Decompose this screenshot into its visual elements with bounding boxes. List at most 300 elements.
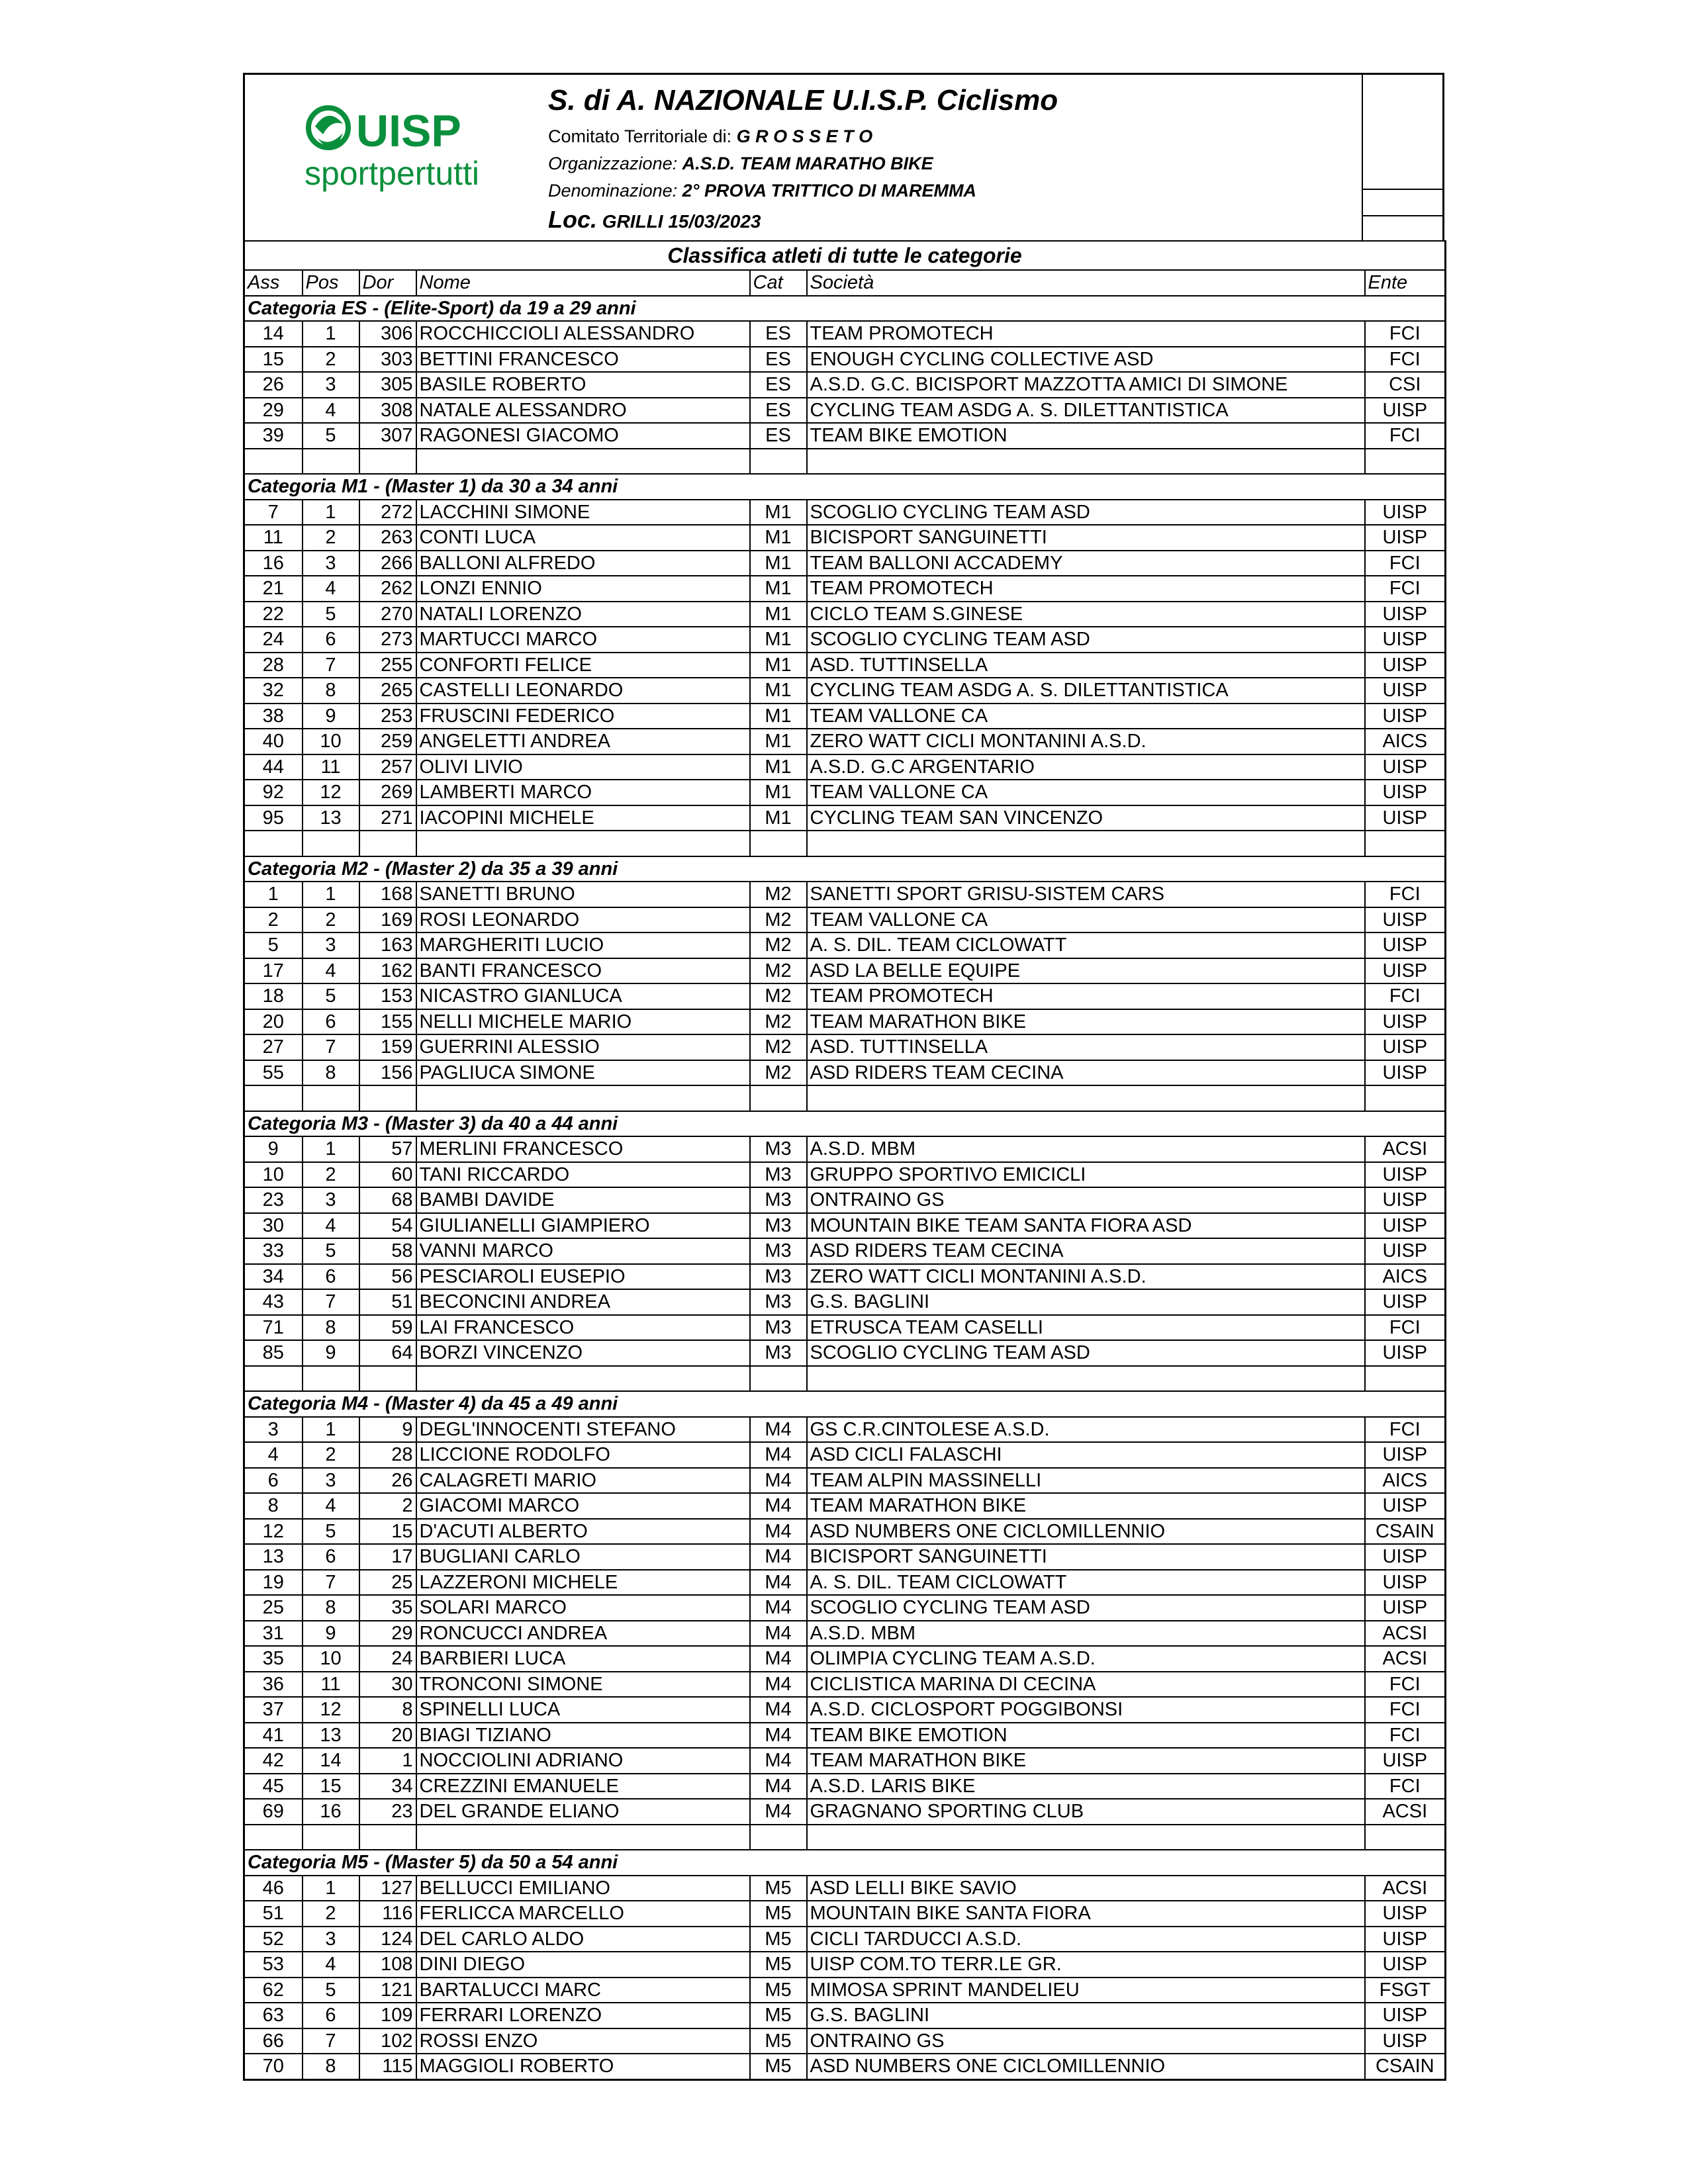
cell-nome: MARTUCCI MARCO — [416, 627, 750, 653]
cell-cat: M4 — [750, 1442, 807, 1468]
table-row — [244, 1442, 1446, 1468]
cell-societa: UISP COM.TO TERR.LE GR. — [807, 1952, 1365, 1978]
table-row — [244, 1672, 1446, 1698]
cell-cat: M1 — [750, 704, 807, 729]
cell-societa: CYCLING TEAM ASDG A. S. DILETTANTISTICA — [807, 398, 1365, 424]
cell-ente: FCI — [1365, 1774, 1446, 1799]
cell-ass: 52 — [244, 1927, 303, 1952]
cell-nome: PAGLIUCA SIMONE — [416, 1060, 750, 1086]
cell-pos: 1 — [303, 882, 359, 907]
cell-societa: SCOGLIO CYCLING TEAM ASD — [807, 500, 1365, 525]
cell-societa: A.S.D. MBM — [807, 1621, 1365, 1647]
cell-ente: FCI — [1365, 576, 1446, 602]
category-header — [244, 474, 1446, 500]
cell-societa: A.S.D. MBM — [807, 1136, 1365, 1162]
cell-ass: 31 — [244, 1621, 303, 1647]
cell-nome: GIACOMI MARCO — [416, 1493, 750, 1519]
table-row — [244, 576, 1446, 602]
header-denominazione: Denominazione: 2° PROVA TRITTICO DI MAREMMA — [548, 181, 976, 201]
cell-dor: 2 — [359, 1493, 416, 1519]
table-row — [244, 1340, 1446, 1366]
cell-societa: TEAM MARATHON BIKE — [807, 1493, 1365, 1519]
cell-societa: TEAM PROMOTECH — [807, 983, 1365, 1009]
spacer-cell — [807, 449, 1365, 475]
cell-cat: M3 — [750, 1340, 807, 1366]
table-row — [244, 602, 1446, 627]
cell-pos: 2 — [303, 525, 359, 551]
cell-societa: SANETTI SPORT GRISU-SISTEM CARS — [807, 882, 1365, 907]
cell-cat: M5 — [750, 1927, 807, 1952]
cell-nome: LAI FRANCESCO — [416, 1315, 750, 1341]
cell-ente: UISP — [1365, 1927, 1446, 1952]
cell-ente: UISP — [1365, 602, 1446, 627]
cell-cat: ES — [750, 398, 807, 424]
cell-ass: 53 — [244, 1952, 303, 1978]
spacer-cell — [303, 449, 359, 475]
spacer-cell — [416, 1085, 750, 1111]
cell-ass: 29 — [244, 398, 303, 424]
spacer-cell — [244, 449, 303, 475]
cell-nome: NELLI MICHELE MARIO — [416, 1009, 750, 1035]
cell-pos: 1 — [303, 321, 359, 347]
cell-nome: BUGLIANI CARLO — [416, 1544, 750, 1570]
cell-ass: 51 — [244, 1901, 303, 1927]
spacer-cell — [807, 1366, 1365, 1392]
cell-nome: ROSI LEONARDO — [416, 907, 750, 933]
table-row — [244, 627, 1446, 653]
cell-ente: ACSI — [1365, 1876, 1446, 1901]
cell-dor: 57 — [359, 1136, 416, 1162]
cell-dor: 23 — [359, 1799, 416, 1825]
cell-pos: 5 — [303, 1978, 359, 2003]
cell-dor: 8 — [359, 1697, 416, 1723]
cell-dor: 269 — [359, 780, 416, 805]
cell-pos: 2 — [303, 347, 359, 373]
cell-ass: 42 — [244, 1748, 303, 1774]
cell-pos: 3 — [303, 551, 359, 576]
cell-cat: M4 — [750, 1493, 807, 1519]
cell-ente: FCI — [1365, 1672, 1446, 1698]
cell-pos: 6 — [303, 1009, 359, 1035]
cell-ente: UISP — [1365, 627, 1446, 653]
cell-nome: DINI DIEGO — [416, 1952, 750, 1978]
col-ente: Ente — [1365, 270, 1446, 296]
spacer-cell — [750, 1825, 807, 1850]
cell-pos: 2 — [303, 1442, 359, 1468]
cell-ass: 45 — [244, 1774, 303, 1799]
cell-ente: AICS — [1365, 729, 1446, 754]
cell-pos: 1 — [303, 1417, 359, 1443]
cell-cat: ES — [750, 321, 807, 347]
cell-societa: TEAM ALPIN MASSINELLI — [807, 1468, 1365, 1494]
cell-ass: 12 — [244, 1519, 303, 1545]
cell-pos: 8 — [303, 2054, 359, 2079]
cell-nome: BORZI VINCENZO — [416, 1340, 750, 1366]
cell-ass: 62 — [244, 1978, 303, 2003]
cell-ente: UISP — [1365, 1289, 1446, 1315]
cell-pos: 5 — [303, 423, 359, 449]
cell-dor: 59 — [359, 1315, 416, 1341]
cell-dor: 307 — [359, 423, 416, 449]
cell-pos: 2 — [303, 907, 359, 933]
table-row — [244, 1060, 1446, 1086]
cell-nome: BARTALUCCI MARC — [416, 1978, 750, 2003]
cell-ente: CSAIN — [1365, 1519, 1446, 1545]
cell-ente: FCI — [1365, 1697, 1446, 1723]
cell-societa: TEAM BIKE EMOTION — [807, 1723, 1365, 1749]
header-organizzazione: Organizzazione: A.S.D. TEAM MARATHO BIKE — [548, 154, 933, 173]
table-row — [244, 882, 1446, 907]
cell-ente: UISP — [1365, 1340, 1446, 1366]
cell-dor: 155 — [359, 1009, 416, 1035]
cell-ass: 46 — [244, 1876, 303, 1901]
cell-nome: NATALE ALESSANDRO — [416, 398, 750, 424]
cell-ente: UISP — [1365, 805, 1446, 831]
cell-pos: 1 — [303, 1876, 359, 1901]
cell-ente: FCI — [1365, 551, 1446, 576]
cell-pos: 3 — [303, 1927, 359, 1952]
cell-ente: FCI — [1365, 347, 1446, 373]
cell-nome: D'ACUTI ALBERTO — [416, 1519, 750, 1545]
cell-pos: 7 — [303, 2028, 359, 2054]
cell-ente: FCI — [1365, 882, 1446, 907]
cell-nome: GIULIANELLI GIAMPIERO — [416, 1213, 750, 1239]
cell-pos: 1 — [303, 1136, 359, 1162]
cell-nome: TRONCONI SIMONE — [416, 1672, 750, 1698]
cell-ass: 66 — [244, 2028, 303, 2054]
cell-ente: UISP — [1365, 1009, 1446, 1035]
cell-societa: G.S. BAGLINI — [807, 1289, 1365, 1315]
cell-cat: M2 — [750, 1060, 807, 1086]
cell-ass: 69 — [244, 1799, 303, 1825]
cell-cat: M2 — [750, 958, 807, 984]
cell-societa: SCOGLIO CYCLING TEAM ASD — [807, 1595, 1365, 1621]
cell-societa: ASD. TUTTINSELLA — [807, 653, 1365, 678]
spacer-cell — [416, 449, 750, 475]
spacer-cell — [359, 1825, 416, 1850]
cell-societa: TEAM VALLONE CA — [807, 780, 1365, 805]
table-title: Classifica atleti di tutte le categorie — [244, 241, 1446, 270]
cell-pos: 14 — [303, 1748, 359, 1774]
category-title: Categoria ES - (Elite-Sport) da 19 a 29 anni — [244, 296, 1446, 322]
spacer-cell — [303, 1825, 359, 1850]
cell-dor: 253 — [359, 704, 416, 729]
cell-societa: GRUPPO SPORTIVO EMICICLI — [807, 1162, 1365, 1188]
table-row — [244, 653, 1446, 678]
cell-societa: A. S. DIL. TEAM CICLOWATT — [807, 933, 1365, 958]
results-table — [243, 240, 1446, 2081]
cell-ente: UISP — [1365, 500, 1446, 525]
cell-dor: 303 — [359, 347, 416, 373]
cell-ass: 38 — [244, 704, 303, 729]
cell-pos: 6 — [303, 1264, 359, 1290]
cell-dor: 28 — [359, 1442, 416, 1468]
cell-ente: UISP — [1365, 1442, 1446, 1468]
spacer-row — [244, 1085, 1446, 1111]
table-row — [244, 2054, 1446, 2079]
cell-dor: 17 — [359, 1544, 416, 1570]
cell-ass: 11 — [244, 525, 303, 551]
cell-ente: UISP — [1365, 704, 1446, 729]
cell-dor: 162 — [359, 958, 416, 984]
cell-cat: M4 — [750, 1748, 807, 1774]
spacer-cell — [303, 831, 359, 856]
spacer-cell — [359, 1366, 416, 1392]
cell-societa: ASD NUMBERS ONE CICLOMILLENNIO — [807, 2054, 1365, 2079]
cell-ass: 63 — [244, 2003, 303, 2028]
spacer-cell — [750, 1085, 807, 1111]
cell-ass: 14 — [244, 321, 303, 347]
cell-cat: M3 — [750, 1187, 807, 1213]
col-nome: Nome — [416, 270, 750, 296]
col-ass: Ass — [244, 270, 303, 296]
cell-ente: UISP — [1365, 1213, 1446, 1239]
table-row — [244, 1748, 1446, 1774]
cell-ente: FCI — [1365, 1723, 1446, 1749]
cell-cat: M1 — [750, 678, 807, 704]
cell-ass: 85 — [244, 1340, 303, 1366]
cell-ass: 2 — [244, 907, 303, 933]
cell-dor: 270 — [359, 602, 416, 627]
table-row — [244, 1315, 1446, 1341]
cell-pos: 1 — [303, 500, 359, 525]
cell-cat: M5 — [750, 2003, 807, 2028]
table-row — [244, 1544, 1446, 1570]
spacer-row — [244, 449, 1446, 475]
spacer-cell — [1365, 1085, 1446, 1111]
cell-societa: ZERO WATT CICLI MONTANINI A.S.D. — [807, 1264, 1365, 1290]
cell-nome: BETTINI FRANCESCO — [416, 347, 750, 373]
cell-dor: 265 — [359, 678, 416, 704]
cell-ass: 18 — [244, 983, 303, 1009]
cell-cat: M1 — [750, 525, 807, 551]
category-header — [244, 1111, 1446, 1137]
cell-cat: M4 — [750, 1595, 807, 1621]
cell-societa: ZERO WATT CICLI MONTANINI A.S.D. — [807, 729, 1365, 754]
cell-societa: TEAM PROMOTECH — [807, 576, 1365, 602]
spacer-cell — [359, 831, 416, 856]
cell-nome: FRUSCINI FEDERICO — [416, 704, 750, 729]
cell-dor: 68 — [359, 1187, 416, 1213]
cell-societa: ENOUGH CYCLING COLLECTIVE ASD — [807, 347, 1365, 373]
cell-pos: 4 — [303, 398, 359, 424]
cell-dor: 54 — [359, 1213, 416, 1239]
cell-dor: 15 — [359, 1519, 416, 1545]
document-header — [243, 73, 1444, 240]
cell-ass: 95 — [244, 805, 303, 831]
cell-societa: TEAM VALLONE CA — [807, 704, 1365, 729]
cell-ass: 44 — [244, 754, 303, 780]
cell-societa: MIMOSA SPRINT MANDELIEU — [807, 1978, 1365, 2003]
spacer-cell — [807, 1825, 1365, 1850]
cell-nome: CREZZINI EMANUELE — [416, 1774, 750, 1799]
table-row — [244, 423, 1446, 449]
cell-nome: NATALI LORENZO — [416, 602, 750, 627]
cell-pos: 9 — [303, 1621, 359, 1647]
header-location: Loc. GRILLI 15/03/2023 — [548, 206, 761, 233]
spacer-cell — [303, 1366, 359, 1392]
cell-cat: M4 — [750, 1519, 807, 1545]
cell-dor: 124 — [359, 1927, 416, 1952]
cell-societa: ASD LELLI BIKE SAVIO — [807, 1876, 1365, 1901]
cell-ente: ACSI — [1365, 1799, 1446, 1825]
table-row — [244, 500, 1446, 525]
cell-ass: 26 — [244, 372, 303, 398]
cell-ente: ACSI — [1365, 1621, 1446, 1647]
cell-societa: A.S.D. G.C ARGENTARIO — [807, 754, 1365, 780]
table-row — [244, 2028, 1446, 2054]
cell-pos: 2 — [303, 1901, 359, 1927]
cell-ass: 40 — [244, 729, 303, 754]
table-row — [244, 1595, 1446, 1621]
cell-cat: M3 — [750, 1213, 807, 1239]
cell-dor: 273 — [359, 627, 416, 653]
cell-dor: 255 — [359, 653, 416, 678]
cell-societa: BICISPORT SANGUINETTI — [807, 525, 1365, 551]
cell-ente: FCI — [1365, 423, 1446, 449]
cell-ass: 6 — [244, 1468, 303, 1494]
cell-ass: 71 — [244, 1315, 303, 1341]
spacer-cell — [750, 1366, 807, 1392]
cell-societa: MOUNTAIN BIKE TEAM SANTA FIORA ASD — [807, 1213, 1365, 1239]
cell-nome: BIAGI TIZIANO — [416, 1723, 750, 1749]
cell-dor: 156 — [359, 1060, 416, 1086]
cell-ass: 34 — [244, 1264, 303, 1290]
cell-pos: 3 — [303, 1468, 359, 1494]
cell-ass: 8 — [244, 1493, 303, 1519]
cell-pos: 4 — [303, 1493, 359, 1519]
table-row — [244, 1978, 1446, 2003]
cell-dor: 64 — [359, 1340, 416, 1366]
cell-cat: M1 — [750, 576, 807, 602]
cell-ente: UISP — [1365, 1162, 1446, 1188]
cell-pos: 5 — [303, 983, 359, 1009]
cell-ass: 10 — [244, 1162, 303, 1188]
cell-societa: BICISPORT SANGUINETTI — [807, 1544, 1365, 1570]
category-title: Categoria M2 - (Master 2) da 35 a 39 anni — [244, 856, 1446, 882]
cell-pos: 5 — [303, 1238, 359, 1264]
cell-cat: M4 — [750, 1697, 807, 1723]
cell-pos: 10 — [303, 729, 359, 754]
table-row — [244, 805, 1446, 831]
cell-ass: 20 — [244, 1009, 303, 1035]
cell-pos: 9 — [303, 1340, 359, 1366]
cell-dor: 35 — [359, 1595, 416, 1621]
table-row — [244, 729, 1446, 754]
cell-nome: LICCIONE RODOLFO — [416, 1442, 750, 1468]
cell-dor: 1 — [359, 1748, 416, 1774]
spacer-cell — [359, 449, 416, 475]
table-row — [244, 2003, 1446, 2028]
cell-ass: 36 — [244, 1672, 303, 1698]
table-row — [244, 1468, 1446, 1494]
cell-ass: 5 — [244, 933, 303, 958]
cell-nome: VANNI MARCO — [416, 1238, 750, 1264]
cell-societa: SCOGLIO CYCLING TEAM ASD — [807, 627, 1365, 653]
cell-ass: 25 — [244, 1595, 303, 1621]
table-row — [244, 1799, 1446, 1825]
spacer-row — [244, 1825, 1446, 1850]
cell-societa: A.S.D. G.C. BICISPORT MAZZOTTA AMICI DI SIMONE — [807, 372, 1365, 398]
cell-societa: A. S. DIL. TEAM CICLOWATT — [807, 1570, 1365, 1596]
cell-societa: ASD NUMBERS ONE CICLOMILLENNIO — [807, 1519, 1365, 1545]
cell-nome: BARBIERI LUCA — [416, 1646, 750, 1672]
cell-dor: 58 — [359, 1238, 416, 1264]
cell-nome: RONCUCCI ANDREA — [416, 1621, 750, 1647]
cell-dor: 116 — [359, 1901, 416, 1927]
cell-dor: 30 — [359, 1672, 416, 1698]
table-row — [244, 1927, 1446, 1952]
cell-nome: DEL GRANDE ELIANO — [416, 1799, 750, 1825]
cell-ass: 24 — [244, 627, 303, 653]
table-title-row — [244, 241, 1446, 270]
spacer-cell — [807, 831, 1365, 856]
cell-dor: 263 — [359, 525, 416, 551]
cell-dor: 25 — [359, 1570, 416, 1596]
cell-nome: CASTELLI LEONARDO — [416, 678, 750, 704]
cell-pos: 12 — [303, 1697, 359, 1723]
cell-ass: 70 — [244, 2054, 303, 2079]
cell-ente: UISP — [1365, 1901, 1446, 1927]
category-title: Categoria M4 - (Master 4) da 45 a 49 anni — [244, 1391, 1446, 1417]
cell-ass: 32 — [244, 678, 303, 704]
cell-ente: UISP — [1365, 2028, 1446, 2054]
spacer-cell — [244, 1825, 303, 1850]
category-title: Categoria M3 - (Master 3) da 40 a 44 anni — [244, 1111, 1446, 1137]
cell-ente: UISP — [1365, 398, 1446, 424]
cell-cat: M2 — [750, 882, 807, 907]
table-row — [244, 678, 1446, 704]
category-header — [244, 856, 1446, 882]
cell-dor: 29 — [359, 1621, 416, 1647]
cell-ente: FCI — [1365, 321, 1446, 347]
cell-ente: FCI — [1365, 1417, 1446, 1443]
cell-cat: M5 — [750, 1876, 807, 1901]
cell-ente: UISP — [1365, 780, 1446, 805]
cell-cat: M4 — [750, 1774, 807, 1799]
table-row — [244, 754, 1446, 780]
cell-ass: 33 — [244, 1238, 303, 1264]
cell-ass: 17 — [244, 958, 303, 984]
table-row — [244, 1034, 1446, 1060]
cell-nome: CONFORTI FELICE — [416, 653, 750, 678]
table-row — [244, 983, 1446, 1009]
cell-nome: PESCIAROLI EUSEPIO — [416, 1264, 750, 1290]
cell-nome: MARGHERITI LUCIO — [416, 933, 750, 958]
cell-dor: 34 — [359, 1774, 416, 1799]
table-row — [244, 1417, 1446, 1443]
cell-ass: 43 — [244, 1289, 303, 1315]
table-row — [244, 1621, 1446, 1647]
spacer-cell — [244, 831, 303, 856]
header-side-box — [1362, 75, 1442, 240]
table-row — [244, 398, 1446, 424]
cell-dor: 169 — [359, 907, 416, 933]
cell-ass: 7 — [244, 500, 303, 525]
cell-societa: CICLISTICA MARINA DI CECINA — [807, 1672, 1365, 1698]
cell-cat: ES — [750, 423, 807, 449]
cell-ass: 16 — [244, 551, 303, 576]
cell-ente: ACSI — [1365, 1646, 1446, 1672]
cell-ente: FCI — [1365, 1315, 1446, 1341]
table-row — [244, 704, 1446, 729]
cell-ass: 27 — [244, 1034, 303, 1060]
cell-cat: M1 — [750, 780, 807, 805]
cell-ass: 28 — [244, 653, 303, 678]
cell-dor: 102 — [359, 2028, 416, 2054]
cell-nome: MAGGIOLI ROBERTO — [416, 2054, 750, 2079]
cell-ente: UISP — [1365, 1493, 1446, 1519]
